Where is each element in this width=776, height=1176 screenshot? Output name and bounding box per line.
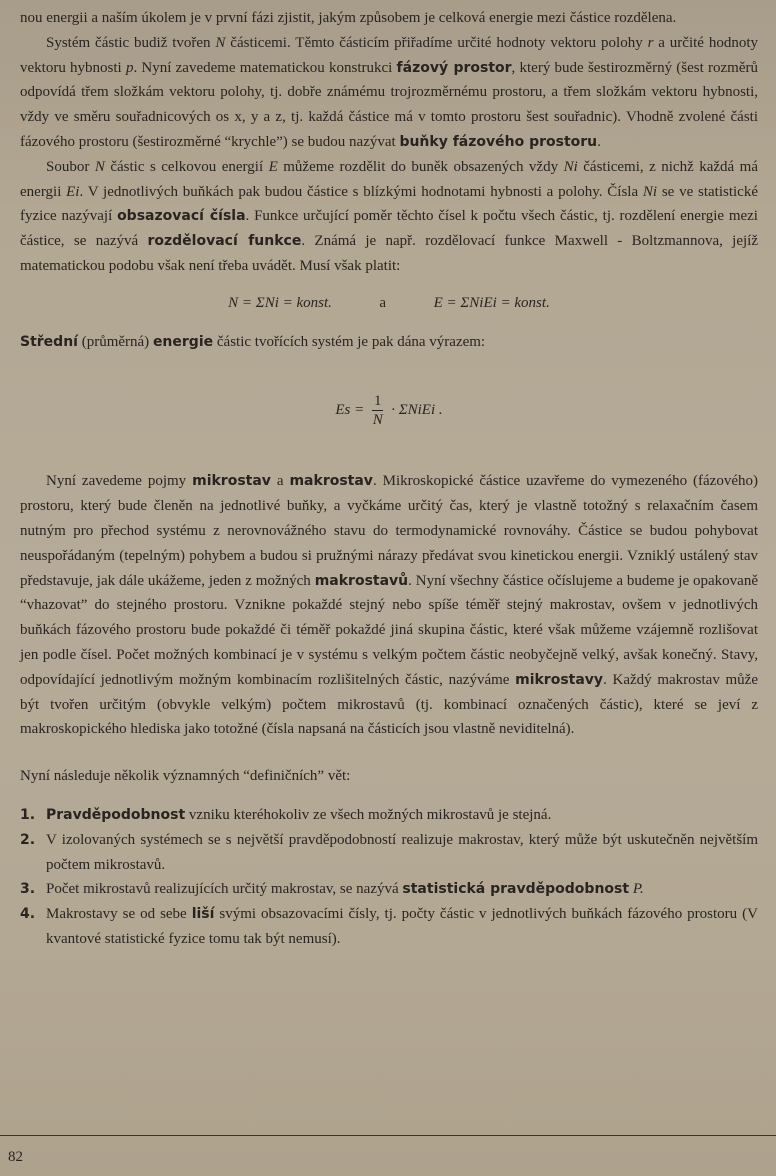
text-run: můžeme rozdělit do buněk obsazených vždy <box>277 158 564 175</box>
list-bold-term: liší <box>191 906 215 923</box>
formula-fraction <box>372 392 384 429</box>
term-microstates: mikrostavy <box>515 671 604 688</box>
symbol-r: r <box>647 34 654 51</box>
text-run: . Každý makrostav může být tvořen určitým (obvykle velkým) počtem mikrostavů (tj. kombinací označených částic), které se jeví z makroskopického hlediska jako totožné (čísla napsaná na částicích jsou vlastně neviditelná). <box>20 671 758 738</box>
list-text: vzniku kteréhokoliv ze všech možných mikrostavů je stejná. <box>185 806 552 823</box>
text-run: . Funkce určující poměr těchto čísel k počtu všech částic, tj. rozdělení energie mezi částice, se nazývá <box>20 208 758 250</box>
page-number: 82 <box>8 1149 23 1165</box>
text-run: částicemi. Těmto částicím přiřadíme určité hodnoty vektoru polohy <box>225 34 648 51</box>
symbol-N: N <box>94 158 105 175</box>
text-run: . <box>597 133 601 150</box>
text-run: . Nyní všechny částice očíslujeme a budeme je opakovaně “vhazovat” do stejného prostoru. Vznikne pokaždé stejný nebo spíše téměř stejný makrostav, ovšem v jednotlivých buňkách fázového prostoru bude pokaždé či téměř pokaždé jiná skupina částic, které však můžeme vzájemně rozlišovat jen podle čísel. Počet možných kombinací je v systému s velkým počtem částic neobyčejně velký, avšak konečný. Stavy, odpovídající jednotlivým možným kombinacím rozlišitelných částic, nazýváme <box>20 572 758 688</box>
list-text: V izolovaných systémech se s největší pravděpodobností realizuje makrostav, který může být uskutečněn největším počtem mikrostavů. <box>46 831 758 873</box>
fraction-numerator: 1 <box>373 393 382 410</box>
paragraph-continuation: nou energii a naším úkolem je v první fázi zjistit, jakým způsobem je celková energie mezi částice rozdělena. <box>20 10 677 26</box>
footer-rule <box>0 1135 776 1136</box>
text-run: částicemi, z nichž každá má energii <box>20 158 759 200</box>
formula-connector: a <box>379 294 387 311</box>
text-run: (průměrná) <box>77 333 153 350</box>
text-run: a <box>270 473 290 490</box>
text-run: . Známá je např. rozdělovací funkce Maxwell - Boltzmannova, jejíž matematickou podobu však není třeba uvádět. Musí však platit: <box>20 233 758 274</box>
formula-conservation <box>20 291 758 316</box>
list-text: svými obsazovacími čísly, tj. počty částic v jednotlivých buňkách fázového prostoru (V kvantové statistické fyzice tomu tak být nemusí). <box>46 906 758 947</box>
text-run: Nyní zavedeme pojmy <box>46 473 193 490</box>
paragraph-microstates <box>20 469 758 742</box>
formula-lhs: Es = <box>335 402 365 419</box>
symbol-p: p <box>125 59 134 76</box>
term-occupation-numbers: obsazovací čísla <box>117 208 246 225</box>
list-item <box>20 877 758 902</box>
text-run: . V jednotlivých buňkách pak budou částice s blízkými hodnotami hybnosti a polohy. Čísla <box>79 183 643 200</box>
list-number: 1. <box>20 806 36 823</box>
text-run: částic s celkovou energií <box>104 158 269 175</box>
term-energy: energie <box>152 333 214 350</box>
list-number: 2. <box>20 831 36 848</box>
term-phase-space: fázový prostor <box>396 59 512 76</box>
formula-mean-energy <box>20 392 758 429</box>
list-text: Makrostavy se od sebe <box>46 906 192 923</box>
paragraph-definitions-intro: Nyní následuje několik významných “definičních” vět: <box>20 768 351 785</box>
list-text: P. <box>629 881 644 898</box>
list-number: 3. <box>20 881 36 898</box>
text-run: Soubor <box>46 158 95 175</box>
list-item <box>20 803 758 828</box>
paragraph-occupation-numbers <box>20 155 758 279</box>
text-run: . Nyní zavedeme matematickou konstrukci <box>133 59 397 76</box>
symbol-Ei: Ei <box>66 183 80 200</box>
formula-E-sum: E = ΣNiEi = konst. <box>433 294 550 311</box>
term-distribution-function: rozdělovací funkce <box>147 233 302 250</box>
list-bold-term: Pravděpodobnost <box>46 806 186 823</box>
text-run: Systém částic budiž tvořen <box>46 34 216 51</box>
paragraph-phase-space <box>20 31 758 155</box>
text-run: . Mikroskopické částice uzavřeme do vymezeného (fázového) prostoru, který bude členěn na jednotlivé buňky, a vyčkáme určitý čas, který je vlastně totožný s relaxačním časem nutným pro přechod systému z nerovnovážného stavu do termodynamické rovnováhy. Částice se budou pohybovat neuspořádaným (tepelným) pohybem a budou si pružnými nárazy předávat svou kinetickou energii. Vzniklý ustálený stav představuje, jak dále ukážeme, jeden z možných <box>20 473 758 589</box>
text-run: se ve statistické fyzice nazývají <box>20 183 759 225</box>
term-phase-space-cells: buňky fázového prostoru <box>399 133 598 150</box>
text-run: a určité hodnoty vektoru hybnosti <box>20 34 758 76</box>
definitions-list <box>20 803 758 952</box>
symbol-Ni: Ni <box>563 158 578 175</box>
list-text: Počet mikrostavů realizujících určitý makrostav, se nazývá <box>46 881 403 898</box>
formula-N-sum: N = ΣNi = konst. <box>228 294 332 311</box>
term-macrostates: makrostavů <box>314 572 409 589</box>
symbol-N: N <box>215 34 226 51</box>
paragraph-mean-energy <box>20 330 758 355</box>
term-microstate: mikrostav <box>192 473 271 490</box>
list-item <box>20 828 758 878</box>
term-macrostate: makrostav <box>289 473 373 490</box>
symbol-E: E <box>268 158 278 175</box>
fraction-denominator: N <box>372 412 383 429</box>
text-run: částic tvořících systém je pak dána výrazem: <box>213 333 486 350</box>
list-item <box>20 902 758 952</box>
list-bold-term: statistická pravděpodobnost <box>402 881 630 898</box>
text-run: , který bude šestirozměrný (šest rozměrů odpovídá třem složkám vektoru polohy, tj. dobře známému trojrozměrnému prostoru, a třem složkám vektoru hybnosti, vždy ve směru souřadnicových os x, y a z, tj. každá částice má v tomto prostoru šest souřadnic). Vhodně zvolené části fázového prostoru (šestirozměrné “krychle”) se budou nazývat <box>20 59 758 150</box>
term-mean: Střední <box>20 333 78 350</box>
symbol-Ni: Ni <box>642 183 658 200</box>
list-number: 4. <box>20 906 36 923</box>
formula-rhs: · ΣNiEi . <box>391 402 443 419</box>
